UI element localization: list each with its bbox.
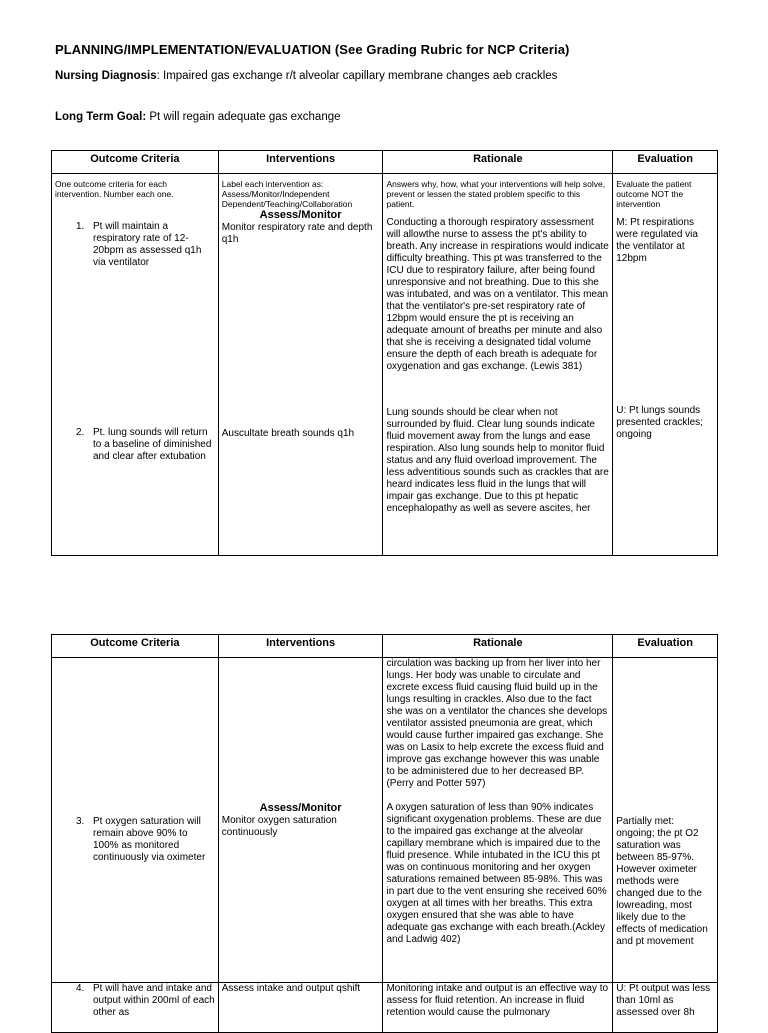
intervention-cell (218, 658, 383, 983)
header-evaluation: Evaluation (613, 635, 718, 658)
rationale-hint: Answers why, how, what your interventions will help solve, prevent or lessen the stated problem specific to this patient. (386, 179, 606, 209)
table-row (52, 658, 718, 983)
header-outcome-criteria: Outcome Criteria (52, 151, 219, 174)
evaluation-cell (613, 658, 718, 983)
rationale-continued: circulation was backing up from her liver into her lungs. Her body was unable to circulate and excrete excess fluid causing fluid build up in the lungs resulting in crackles. Also due to the fact she was on a ventilator the chances she develops ventilator assisted pneumonia are great, which would cause further impaired gas exchange. She was on Lasix to help excrete the excess fluid and improve gas exchange however this was unable to be administered due to her decreased BP. (Perry and Potter 597) (386, 658, 608, 789)
outcome-cell (52, 174, 219, 556)
intervention-cell (218, 983, 383, 1033)
outcome-cell (52, 983, 219, 1033)
evaluation-cell (613, 174, 718, 556)
outcome-cell (52, 658, 219, 983)
rationale-1: Conducting a thorough respiratory assessment will allowthe nurse to assess the pt's ability to breath. Any increase in respirations would indicate difficulty breathing. This pt was transferred to the ICU due to respiratory failure, after being found unresponsive and not breathing. Due to this she was intubated, and was on a ventilator. This mean that the ventilator's pre-set respiratory rate of 12bpm would ensure the pt is receiving an adequate amount of breaths per minute and also that she is receiving a designated tidal volume ensure the depth of each breath is adequate for oxygenation and gas exchange. (Lewis 381) (386, 217, 609, 372)
long-term-goal-text: Pt will regain adequate gas exchange (146, 111, 341, 123)
outcome-4 (55, 983, 215, 1019)
page-title: PLANNING/IMPLEMENTATION/EVALUATION (See Grading Rubric for NCP Criteria) (55, 42, 570, 57)
header-interventions: Interventions (218, 635, 383, 658)
rationale-cell (383, 174, 613, 556)
intervention-1: Monitor respiratory rate and depth q1h (221, 222, 373, 245)
outcome-hint: One outcome criteria for each intervention. Number each one. (55, 179, 174, 199)
header-outcome-criteria: Outcome Criteria (52, 635, 219, 658)
outcome-2 (55, 427, 215, 463)
intervention-4: Assess intake and output qshift (221, 983, 361, 994)
header-rationale: Rationale (383, 635, 613, 658)
outcome-1 (55, 221, 215, 269)
evaluation-cell (613, 983, 718, 1033)
nursing-diagnosis-label: Nursing Diagnosis (55, 70, 157, 82)
outcome-text: Pt oxygen saturation will remain above 90% to 100% as monitored continuously via oximeter (93, 816, 206, 863)
rationale-cell (383, 658, 613, 983)
outcome-text: Pt. lung sounds will return to a baseline of diminished and clear after extubation (93, 427, 212, 462)
section-label-assess-monitor: Assess/Monitor (259, 209, 342, 221)
intervention-3: Monitor oxygen saturation continuously (221, 815, 337, 838)
ncp-table-1 (51, 150, 718, 556)
rationale-4: Monitoring intake and output is an effective way to assess for fluid retention. An increase in fluid retention would cause the pulmonary (386, 983, 609, 1018)
intervention-cell (218, 174, 383, 556)
ncp-table-2 (51, 634, 718, 1033)
outcome-number: 4. (76, 983, 85, 994)
table-row (52, 983, 718, 1033)
intervention-hint: Label each intervention as: Assess/Monitor/Independent Dependent/Teaching/Collaboration (221, 179, 353, 209)
long-term-goal-label: Long Term Goal: (55, 111, 147, 123)
outcome-text: Pt will maintain a respiratory rate of 12-20bpm as assessed q1h via ventilator (93, 221, 202, 268)
rationale-cell (383, 983, 613, 1033)
evaluation-2: U: Pt lungs sounds presented crackles; ongoing (616, 405, 703, 440)
evaluation-4: U: Pt output was less than 10ml as assessed over 8h (616, 983, 711, 1018)
evaluation-3: Partially met: ongoing; the pt O2 saturation was between 85-97%. However oximeter methods were changed due to the lowreading, most likely due to the effects of medication and pt movement (616, 816, 708, 947)
outcome-number: 2. (76, 427, 85, 438)
nursing-diagnosis-sep: : (156, 70, 160, 82)
outcome-text: Pt will have and intake and output within 200ml of each other as (93, 983, 215, 1018)
table-header-row (52, 151, 718, 174)
evaluation-1: M: Pt respirations were regulated via the ventilator at 12bpm (616, 217, 698, 264)
rationale-3: A oxygen saturation of less than 90% indicates significant oxygenation problems. These are due to the impaired gas exchange at the alveolar capillary membrane which is impaired due to the fluid presence. While intubated in the ICU this pt was on continuous monitoring and her oxygen saturations remained between 85-98%. This was in part due to the vent ensuring she received 60% oxygen at all times with her breaths. This extra oxygen ensured that she was able to have adequate gas exchange with each breath.(Ackley and Ladwig 402) (386, 802, 607, 945)
outcome-number: 1. (76, 221, 85, 232)
outcome-number: 3. (76, 816, 85, 827)
header-interventions: Interventions (218, 151, 383, 174)
header-evaluation: Evaluation (613, 151, 718, 174)
section-label-assess-monitor: Assess/Monitor (259, 802, 342, 814)
table-header-row (52, 635, 718, 658)
nursing-diagnosis (55, 70, 557, 82)
header-rationale: Rationale (383, 151, 613, 174)
evaluation-hint: Evaluate the patient outcome NOT the intervention (616, 179, 692, 209)
outcome-3 (55, 816, 215, 864)
nursing-diagnosis-text: Impaired gas exchange r/t alveolar capillary membrane changes aeb crackles (159, 70, 558, 82)
table-row (52, 174, 718, 556)
intervention-2: Auscultate breath sounds q1h (221, 428, 355, 439)
rationale-2: Lung sounds should be clear when not surrounded by fluid. Clear lung sounds indicate fluid movement away from the lungs and ease respiration. Also lung sounds help to monitor fluid status and any fluid overload improvement. The less adventitious sounds such as crackles that are heard indicates less fluid in the lungs that will impair gas exchange. Due to this pt hepatic encephalopathy as well as severe ascites, her (386, 407, 609, 514)
long-term-goal (55, 111, 341, 123)
